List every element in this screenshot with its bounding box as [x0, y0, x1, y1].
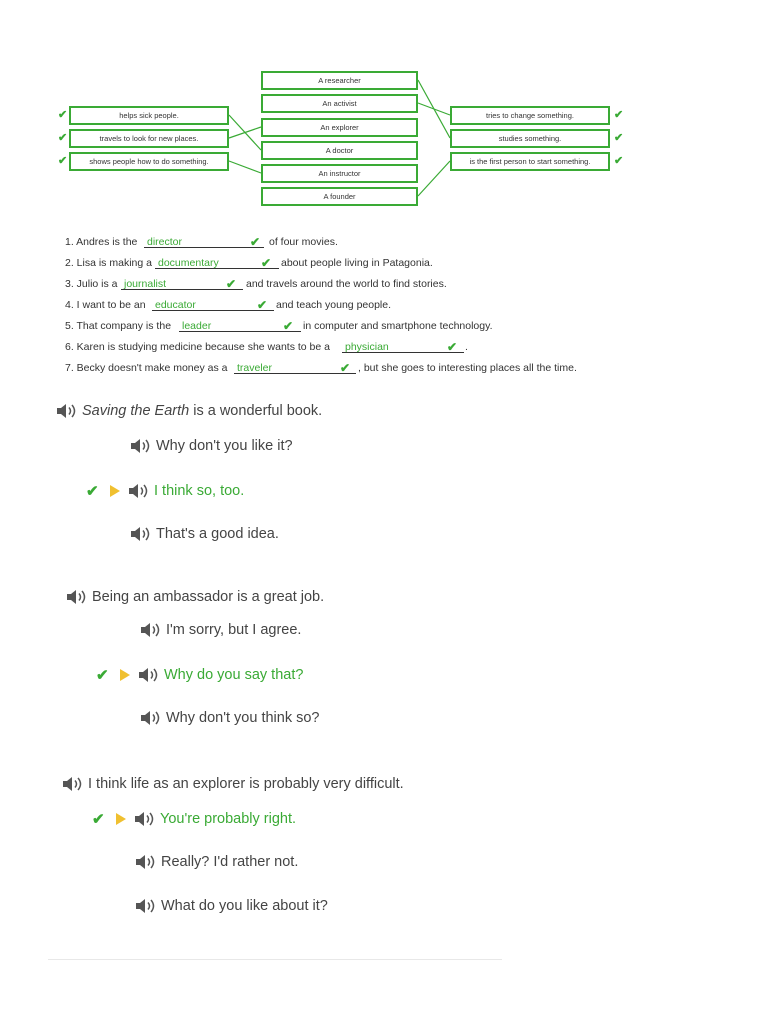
- option-text: Why do you say that?: [164, 667, 304, 683]
- fill-item-7: [65, 360, 685, 376]
- fill-answer-field[interactable]: educator: [152, 297, 274, 311]
- speaker-icon[interactable]: [138, 667, 158, 683]
- fill-item-1: [65, 234, 685, 250]
- checkmark-icon: ✔: [261, 256, 272, 270]
- match-right-2[interactable]: [450, 129, 610, 148]
- dialogue-2-option-1[interactable]: [140, 622, 301, 638]
- checkmark-icon: ✔: [447, 340, 458, 354]
- match-left-2-check-icon: ✔: [58, 132, 68, 144]
- fill-suffix: about people living in Patagonia.: [281, 257, 433, 269]
- fill-answer-field[interactable]: director: [144, 234, 264, 248]
- fill-prefix: 3. Julio is a: [65, 278, 118, 290]
- match-middle-5[interactable]: [261, 164, 418, 183]
- dialogue-1-option-3[interactable]: [130, 526, 279, 542]
- fill-prefix: 7. Becky doesn't make money as a: [65, 362, 228, 374]
- option-text: That's a good idea.: [156, 526, 279, 542]
- option-text: You're probably right.: [160, 811, 297, 827]
- prompt-italic: Saving the Earth: [82, 403, 190, 419]
- dialogue-3-option-3[interactable]: [135, 898, 328, 914]
- match-middle-4-label: A doctor: [325, 146, 354, 155]
- option-text: Why don't you think so?: [166, 710, 320, 726]
- match-left-1-label: helps sick people.: [119, 111, 179, 120]
- speaker-icon[interactable]: [66, 589, 86, 605]
- match-middle-4[interactable]: [261, 141, 418, 160]
- dialogue-3-prompt: [62, 776, 404, 792]
- speaker-icon[interactable]: [130, 526, 150, 542]
- option-text: Really? I'd rather not.: [161, 854, 299, 870]
- fill-answer-field[interactable]: journalist: [121, 276, 243, 290]
- fill-prefix: 6. Karen is studying medicine because she wants to be a: [65, 341, 330, 353]
- match-middle-6[interactable]: [261, 187, 418, 206]
- match-right-1[interactable]: [450, 106, 610, 125]
- speaker-icon[interactable]: [128, 483, 148, 499]
- checkmark-icon: ✔: [283, 319, 294, 333]
- section-divider: [48, 959, 502, 960]
- fill-suffix: and travels around the world to find stories.: [246, 278, 447, 290]
- play-icon[interactable]: [116, 813, 126, 825]
- match-right-3-check-icon: ✔: [614, 155, 624, 167]
- fill-answer-field[interactable]: documentary: [155, 255, 279, 269]
- checkmark-icon: ✔: [340, 361, 351, 375]
- play-icon[interactable]: [110, 485, 120, 497]
- speaker-icon[interactable]: [135, 898, 155, 914]
- match-right-3[interactable]: [450, 152, 610, 171]
- match-left-1[interactable]: [69, 106, 229, 125]
- dialogue-2-option-3[interactable]: [140, 710, 320, 726]
- match-middle-3-label: An explorer: [320, 123, 359, 132]
- prompt-text: is a wonderful book.: [189, 403, 323, 419]
- match-middle-3[interactable]: [261, 118, 418, 137]
- match-right-1-label: tries to change something.: [486, 111, 574, 120]
- option-text: What do you like about it?: [161, 898, 328, 914]
- fill-suffix: , but she goes to interesting places all the time.: [358, 362, 577, 374]
- fill-prefix: 1. Andres is the: [65, 236, 138, 248]
- play-icon[interactable]: [120, 669, 130, 681]
- prompt-text: I think life as an explorer is probably very difficult.: [88, 776, 404, 792]
- speaker-icon[interactable]: [140, 710, 160, 726]
- match-left-2[interactable]: [69, 129, 229, 148]
- dialogue-1-option-1[interactable]: [130, 438, 293, 454]
- match-right-3-label: is the first person to start something.: [469, 157, 591, 166]
- dialogue-3-option-1[interactable]: [92, 810, 296, 828]
- match-left-2-label: travels to look for new places.: [99, 134, 199, 143]
- match-middle-2[interactable]: [261, 94, 418, 113]
- match-left-1-check-icon: ✔: [58, 109, 68, 121]
- dialogue-1-prompt: [56, 403, 322, 419]
- option-text: Why don't you like it?: [156, 438, 293, 454]
- fill-suffix: and teach young people.: [276, 299, 392, 311]
- prompt-text: Being an ambassador is a great job.: [92, 589, 325, 605]
- match-right-2-label: studies something.: [498, 134, 562, 143]
- fill-item-3: [65, 276, 685, 292]
- fill-item-4: [65, 297, 685, 313]
- match-middle-1-label: A researcher: [318, 76, 361, 85]
- fill-item-2: [65, 255, 685, 271]
- fill-answer-field[interactable]: leader: [179, 318, 301, 332]
- match-right-1-check-icon: ✔: [614, 109, 624, 121]
- checkmark-icon: ✔: [96, 667, 109, 684]
- match-middle-5-label: An instructor: [318, 169, 361, 178]
- speaker-icon[interactable]: [62, 776, 82, 792]
- speaker-icon[interactable]: [56, 403, 76, 419]
- checkmark-icon: ✔: [226, 277, 237, 291]
- speaker-icon[interactable]: [130, 438, 150, 454]
- checkmark-icon: ✔: [92, 811, 105, 828]
- fill-item-6: [65, 339, 685, 355]
- dialogue-1-option-2[interactable]: [86, 482, 244, 500]
- dialogue-2-option-2[interactable]: [96, 666, 303, 684]
- speaker-icon[interactable]: [134, 811, 154, 827]
- checkmark-icon: ✔: [257, 298, 268, 312]
- match-middle-6-label: A founder: [323, 192, 356, 201]
- fill-prefix: 2. Lisa is making a: [65, 257, 152, 269]
- dialogue-3-option-2[interactable]: [135, 854, 298, 870]
- fill-prefix: 5. That company is the: [65, 320, 172, 332]
- checkmark-icon: ✔: [250, 235, 261, 249]
- fill-item-5: [65, 318, 685, 334]
- speaker-icon[interactable]: [140, 622, 160, 638]
- match-left-3-check-icon: ✔: [58, 155, 68, 167]
- fill-suffix: of four movies.: [269, 236, 338, 248]
- fill-prefix: 4. I want to be an: [65, 299, 146, 311]
- fill-answer-field[interactable]: traveler: [234, 360, 356, 374]
- option-text: I think so, too.: [154, 483, 245, 499]
- match-middle-2-label: An activist: [322, 99, 357, 108]
- fill-suffix: in computer and smartphone technology.: [303, 320, 493, 332]
- speaker-icon[interactable]: [135, 854, 155, 870]
- fill-suffix: .: [465, 341, 468, 353]
- checkmark-icon: ✔: [86, 483, 99, 500]
- match-left-3-label: shows people how to do something.: [89, 157, 209, 166]
- option-text: I'm sorry, but I agree.: [166, 622, 302, 638]
- match-middle-1[interactable]: [261, 71, 418, 90]
- dialogue-2-prompt: [66, 589, 324, 605]
- match-right-2-check-icon: ✔: [614, 132, 624, 144]
- fill-answer-field[interactable]: physician: [342, 339, 464, 353]
- match-left-3[interactable]: [69, 152, 229, 171]
